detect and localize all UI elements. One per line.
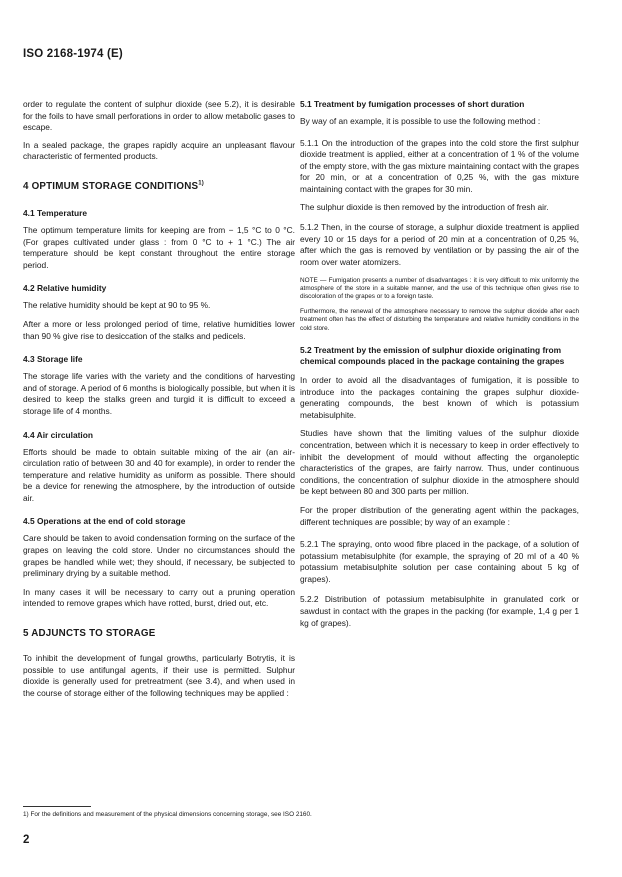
paragraph-sealed-package: In a sealed package, the grapes rapidly acquire an unpleasant flavour characteristic of fermented products. [23,139,295,162]
section-4-3-heading: 4.3 Storage life [23,354,83,365]
paragraph-humidity-2: After a more or less prolonged period of time, relative humidities lower than 90 % give rise to desiccation of the stalks and pedicels. [23,318,295,341]
note-renewal: Furthermore, the renewal of the atmosphere necessary to remove the sulphur dioxide after each treatment often has the effect of disturbing the temperature and relative humidity conditions in the cold store. [300,307,579,332]
paragraph-5-2-distribution: For the proper distribution of the generating agent within the packages, different techniques are possible; by way of an example : [300,504,579,527]
paragraph-5-2-1: 5.2.1 The spraying, onto wood fibre placed in the package, of a solution of potassium metabisulphite (for example, the spraying of 20 ml of a 40 % potassium metabisulphite solution per case containing about 5 kg of grapes). [300,539,579,584]
paragraph-humidity-1: The relative humidity should be kept at 90 to 95 %. [23,300,211,311]
paragraph-end-cold-storage-2: In many cases it will be necessary to carry out a pruning operation intended to remove grapes which have rotted, burst, dried out, etc. [23,586,295,609]
section-5-1-heading: 5.1 Treatment by fumigation processes of short duration [300,99,525,109]
paragraph-5-2-studies: Studies have shown that the limiting values of the sulphur dioxide concentration, between which it is necessary to keep in order effectively to inhibit the development of mould without affecting the organoleptic characteristics of the grapes, are fairly narrow. Thus, under continuous conditions, the concentration of sulphur dioxide in the atmosphere should be kept between 80 and 300 parts per million. [300,428,579,497]
paragraph-end-cold-storage-1: Care should be taken to avoid condensation forming on the surface of the grapes on leaving the cold store. Under no circumstances should the grapes be handled while wet; they should, if necessary, be subjected to preliminary drying by a suitable method. [23,533,295,579]
note-disadvantages: NOTE — Fumigation presents a number of disadvantages : it is very difficult to mix uniformly the atmosphere of the store in a suitable manner, and the use of this technique often gives rise to discoloration of the grapes or to a foreign taste. [300,276,579,301]
paragraph-5-1-1: 5.1.1 On the introduction of the grapes into the cold store the first sulphur dioxide treatment is applied, either at a concentration of 1 % of the volume of the empty store, with the gas mixture maintaining contact with the grapes for 20 min, or at a concentration of 0,25 %, with the gas mixture maintaining contact with the grapes for 30 min. [300,137,579,194]
paragraph-temperature: The optimum temperature limits for keeping are from − 1,5 °C to 0 °C. (For grapes cultivated under glass : from 0 °C to + 1 °C.) The air temperature should be kept constant throughout the entire storage period. [23,224,295,270]
left-column [23,99,295,699]
page-number: 2 [23,834,30,846]
section-4-5-heading: 4.5 Operations at the end of cold storage [23,516,186,527]
section-4-title: 4 OPTIMUM STORAGE CONDITIONS [23,180,199,192]
footnote-rule [23,806,91,807]
right-column [300,99,579,629]
paragraph-adjuncts: To inhibit the development of fungal growths, particularly Botrytis, it is possible to use antifungal agents, if their use is permitted. Sulphur dioxide is generally used for pretreatment (see 3.4), and when used in the course of storage either of the following techniques may be applied : [23,653,295,698]
paragraph-foils: order to regulate the content of sulphur dioxide (see 5.2), it is desirable for the foils to have small perforations in order to allow metabolic gases to escape. [23,99,295,133]
paragraph-5-1-2: 5.1.2 Then, in the course of storage, a sulphur dioxide treatment is applied every 10 or 15 days for a period of 20 min at a concentration of 0,25 %, after which the gas is removed by ventilation or by passing the air of the room over water atomizers. [300,222,579,267]
footnote: 1) For the definitions and measurement of the physical dimensions concerning storage, see ISO 2160. [23,811,312,818]
paragraph-5-2-intro: In order to avoid all the disadvantages of fumigation, it is possible to introduce into the packages containing the grapes sulphur dioxide-generating compounds, the best known of which is potassium metabisulphite. [300,374,579,420]
paragraph-storage-life: The storage life varies with the variety and the conditions of harvesting and of storage. A period of 6 months is biologically possible, but when it is desired to keep the stalks green and turgid it is difficult to exceed a storage life of 4 months. [23,371,295,416]
footnote-ref: 1) [198,180,204,187]
paragraph-air-circulation: Efforts should be made to obtain suitable mixing of the air (an air-circulation ratio of between 30 and 40 for example), in order to render the temperature and relative humidity as uniform as possible. There should be a device for renewing the atmosphere, by the introduction of outside air. [23,446,295,503]
section-4-1-heading: 4.1 Temperature [23,207,88,218]
section-5-2-heading: 5.2 Treatment by the emission of sulphur dioxide originating from chemical compounds placed in the package containing the grapes [300,344,565,366]
section-4-4-heading: 4.4 Air circulation [23,429,93,440]
paragraph-fumigation-example: By way of an example, it is possible to use the following method : [300,116,541,126]
section-5-heading: 5 ADJUNCTS TO STORAGE [23,628,156,640]
section-4-2-heading: 4.2 Relative humidity [23,283,107,294]
running-header: ISO 2168-1974 (E) [23,48,123,60]
paragraph-fresh-air: The sulphur dioxide is then removed by the introduction of fresh air. [300,201,549,212]
paragraph-5-2-2: 5.2.2 Distribution of potassium metabisulphite in granulated cork or sawdust in contact with the grapes in the packing (for example, 1,4 g per 1 kg of grapes). [300,594,579,628]
section-4-heading [23,181,295,193]
